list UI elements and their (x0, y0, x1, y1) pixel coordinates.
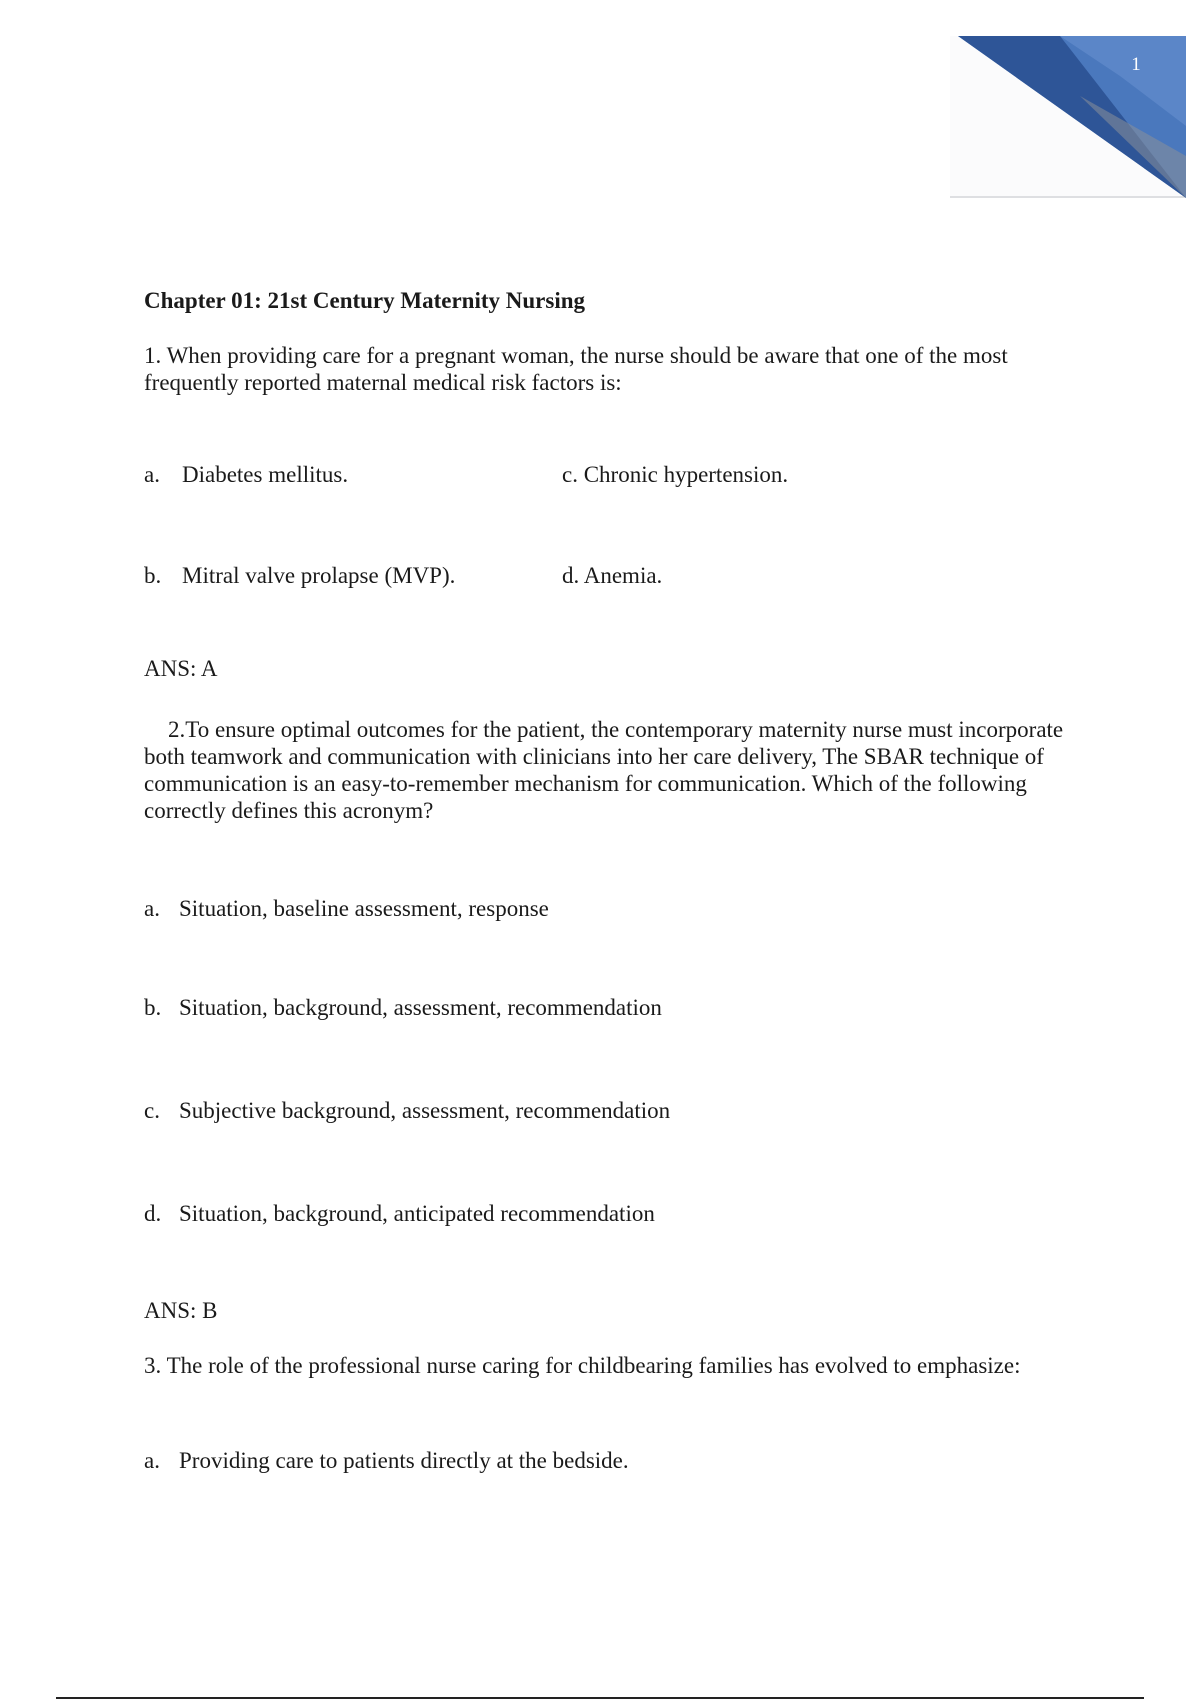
option-letter: b. (144, 563, 162, 588)
option-letter: b. (144, 995, 162, 1020)
question-3-option-a (144, 1447, 629, 1474)
chapter-title: Chapter 01: 21st Century Maternity Nursing (144, 288, 586, 313)
option-text: Subjective background, assessment, recommendation (179, 1098, 671, 1123)
question-2-option-b (144, 994, 662, 1021)
option-text: Mitral valve prolapse (MVP). (182, 563, 456, 588)
question-2-stem: 2.To ensure optimal outcomes for the patient, the contemporary maternity nurse must incorporate both teamwork and communication with clinicians into her care delivery, The SBAR technique of communication is an easy-to-remember mechanism for communication. Which of the following correctly defines this acronym? (144, 717, 1064, 823)
option-letter: c. (144, 1098, 160, 1123)
option-letter: d. (562, 563, 580, 588)
option-letter: a. (144, 1448, 160, 1473)
option-text: Situation, background, assessment, recommendation (179, 995, 662, 1020)
question-2-option-a (144, 895, 549, 922)
question-1-option-a (144, 461, 348, 488)
option-letter: d. (144, 1201, 162, 1226)
page-number: 1 (1131, 54, 1141, 75)
question-1-answer: ANS: A (144, 656, 218, 681)
option-text: Diabetes mellitus. (182, 462, 349, 487)
option-letter: c. (562, 462, 578, 487)
option-text: Situation, background, anticipated recommendation (179, 1201, 655, 1226)
question-1-option-d (562, 562, 662, 589)
option-text: Chronic hypertension. (583, 462, 789, 487)
footer-rule (56, 1697, 1144, 1699)
question-2-answer: ANS: B (144, 1298, 218, 1323)
option-letter: a. (144, 462, 160, 487)
question-3-stem: 3. The role of the professional nurse caring for childbearing families has evolved to emphasize: (144, 1353, 1021, 1378)
option-text: Providing care to patients directly at the bedside. (179, 1448, 629, 1473)
question-1-option-c (562, 461, 788, 488)
question-1-option-b (144, 562, 455, 589)
header-corner-graphic (950, 36, 1186, 198)
question-2-option-d (144, 1200, 655, 1227)
option-text: Anemia. (583, 563, 663, 588)
option-letter: a. (144, 896, 160, 921)
question-1-stem: 1. When providing care for a pregnant woman, the nurse should be aware that one of the most frequently reported maternal medical risk factors is: (144, 343, 1008, 395)
option-text: Situation, baseline assessment, response (179, 896, 549, 921)
question-2-option-c (144, 1097, 670, 1124)
